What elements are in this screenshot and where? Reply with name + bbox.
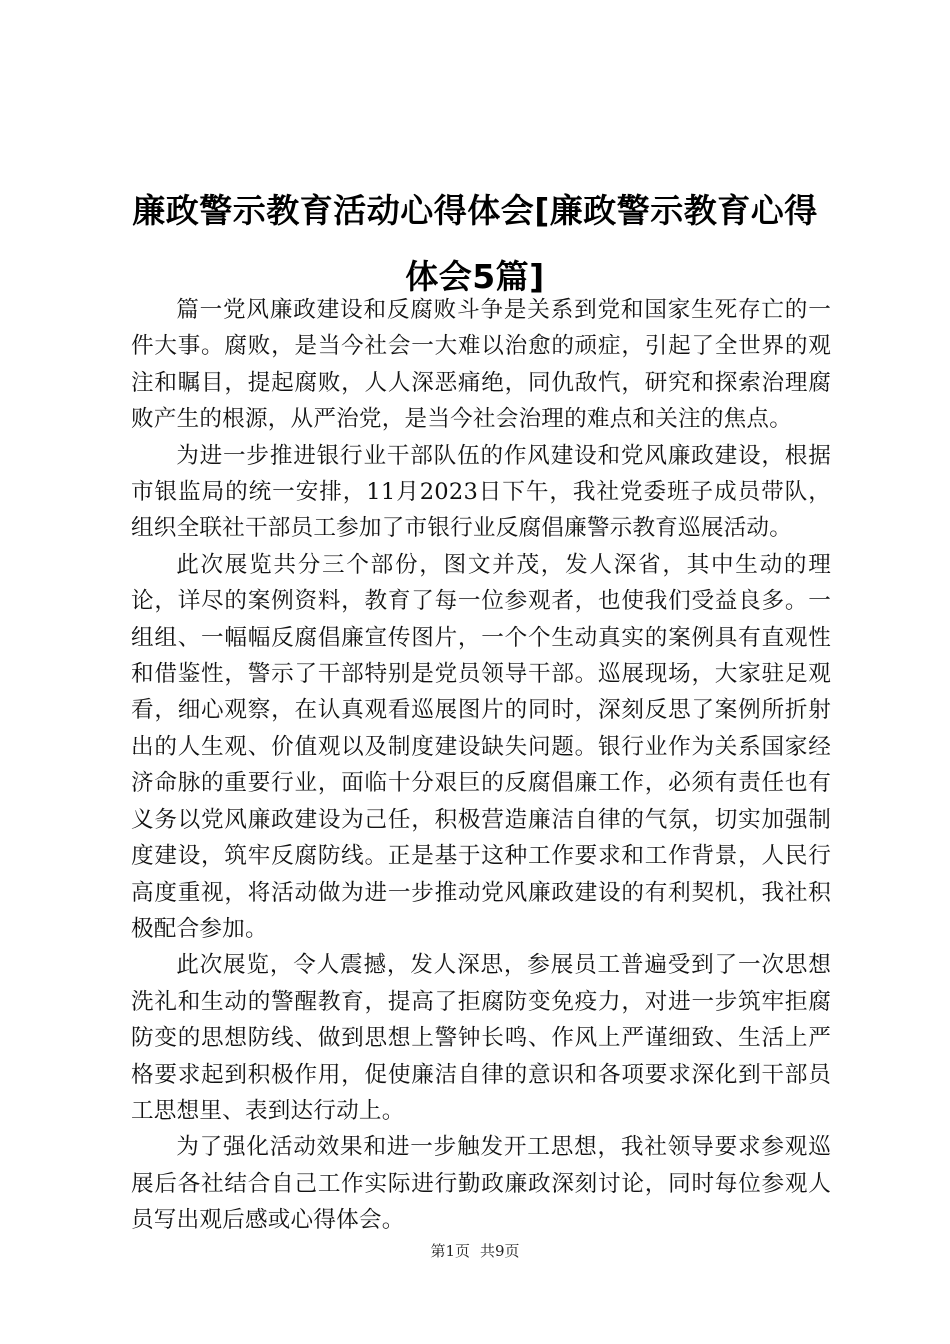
paragraph-1: 篇一党风廉政建设和反腐败斗争是关系到党和国家生死存亡的一件大事。腐败，是当今社会一大难以治愈的顽症，引起了全世界的观注和瞩目，提起腐败，人人深恶痛绝，同仇敌忾，研究和探索治理腐败产生的根源，从严治党，是当今社会治理的难点和关注的焦点。 bbox=[131, 297, 831, 433]
document-body bbox=[131, 292, 831, 1239]
document-title: 廉政警示教育活动心得体会[廉政警示教育心得体会5篇] bbox=[132, 191, 818, 296]
page-footer bbox=[0, 1241, 950, 1261]
total-page-count: 共9页 bbox=[480, 1242, 520, 1260]
paragraph-5: 为了强化活动效果和进一步触发开工思想，我社领导要求参观巡展后各社结合自己工作实际进行勤政廉政深刻讨论，同时每位参观人员写出观后感或心得体会。 bbox=[131, 1134, 831, 1234]
current-page-number: 第1页 bbox=[430, 1242, 470, 1260]
paragraph-2: 为进一步推进银行业干部队伍的作风建设和党风廉政建设，根据市银监局的统一安排，11月2023日下午，我社党委班子成员带队，组织全联社干部员工参加了市银行业反腐倡廉警示教育巡展活动。 bbox=[131, 442, 831, 542]
paragraph-3: 此次展览共分三个部份，图文并茂，发人深省，其中生动的理论，详尽的案例资料，教育了每一位参观者，也使我们受益良多。一组组、一幅幅反腐倡廉宣传图片，一个个生动真实的案例具有直观性和借鉴性，警示了干部特别是党员领导干部。巡展现场，大家驻足观看，细心观察，在认真观看巡展图片的同时，深刻反思了案例所折射出的人生观、价值观以及制度建设缺失问题。银行业作为关系国家经济命脉的重要行业，面临十分艰巨的反腐倡廉工作，必须有责任也有义务以党风廉政建设为己任，积极营造廉洁自律的气氛，切实加强制度建设，筑牢反腐防线。正是基于这种工作要求和工作背景，人民行高度重视，将活动做为进一步推动党风廉政建设的有利契机，我社积极配合参加。 bbox=[131, 551, 831, 942]
paragraph-4: 此次展览，令人震撼，发人深思，参展员工普遍受到了一次思想洗礼和生动的警醒教育，提高了拒腐防变免疫力，对进一步筑牢拒腐防变的思想防线、做到思想上警钟长鸣、作风上严谨细致、生活上严格要求起到积极作用，促使廉洁自律的意识和各项要求深化到干部员工思想里、表到达行动上。 bbox=[131, 952, 831, 1124]
